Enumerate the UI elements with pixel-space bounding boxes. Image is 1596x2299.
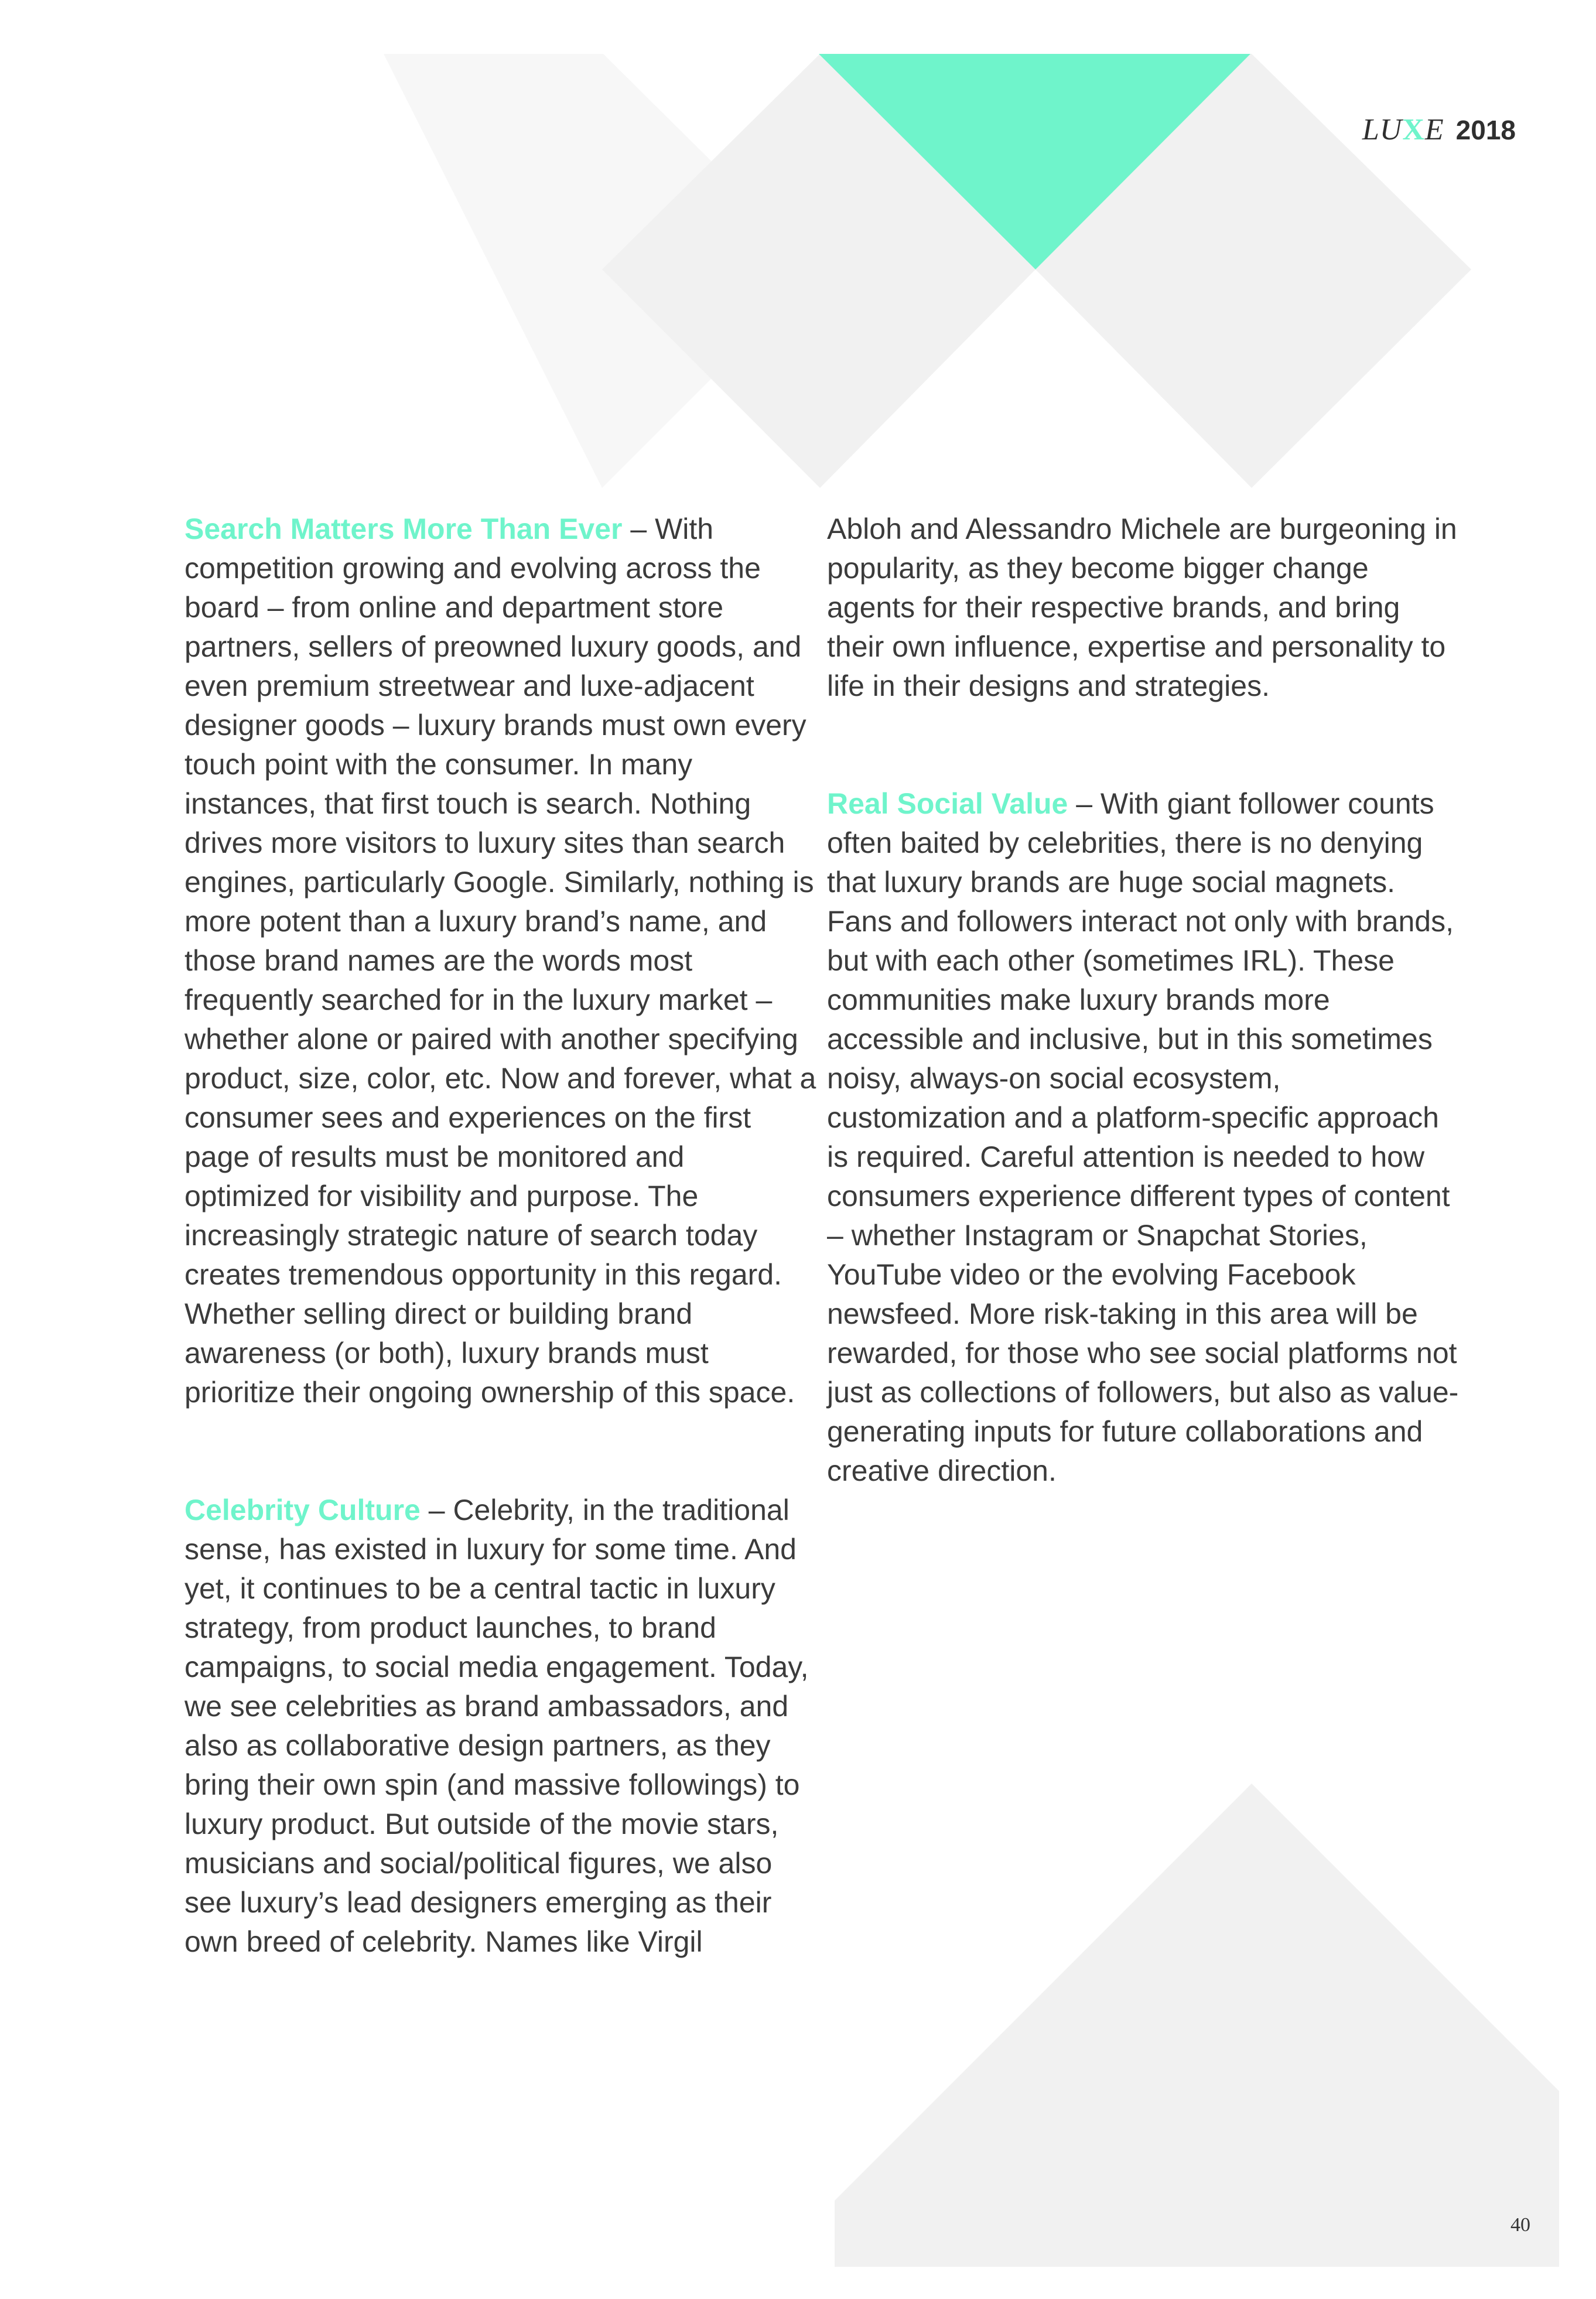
brand-logo xyxy=(1362,112,1444,147)
page-header xyxy=(1362,112,1516,147)
header-year: 2018 xyxy=(1455,115,1516,145)
logo-letter-e: E xyxy=(1424,113,1444,146)
section-social xyxy=(827,784,1460,1491)
section-heading: Celebrity Culture xyxy=(184,1494,421,1526)
section-heading: Search Matters More Than Ever xyxy=(184,513,623,545)
section-spacer xyxy=(827,706,1460,784)
section-spacer xyxy=(184,1412,817,1491)
right-column xyxy=(827,510,1460,1491)
logo-letter-u: U xyxy=(1379,113,1403,146)
logo-letter-l: L xyxy=(1362,113,1380,146)
section-celebrity-continued: Abloh and Alessandro Michele are burgeoning in popularity, as they become bigger change agents for their respective brands, and bring their own influence, expertise and personality to life in their designs and strategies. xyxy=(827,513,1457,702)
page-number: 40 xyxy=(1510,2214,1530,2236)
left-column xyxy=(184,510,817,1962)
logo-letter-x: X xyxy=(1402,113,1425,146)
section-celebrity xyxy=(184,1491,817,1962)
section-body: – Celebrity, in the traditional sense, has existed in luxury for some time. And yet, it continues to be a central tactic in luxury strategy, from product launches, to brand campaigns, to social media engagement. Today, we see celebrities as brand ambassadors, and also as collaborative design partners, as they bring their own spin (and massive followings) to luxury product. But outside of the movie stars, musicians and social/political figures, we also see luxury’s lead designers emerging as their own breed of celebrity. Names like Virgil xyxy=(184,1494,809,1958)
section-search xyxy=(184,510,817,1412)
section-heading: Real Social Value xyxy=(827,787,1068,820)
section-body: – With competition growing and evolving across the board – from online and department store partners, sellers of preowned luxury goods, and even premium streetwear and luxe-adjacent designer goods – luxury brands must own every touch point with the consumer. In many instances, that first touch is search. Nothing drives more visitors to luxury sites than search engines, particularly Google. Similarly, nothing is more potent than a luxury brand’s name, and those brand names are the words most frequently searched for in the luxury market – whether alone or paired with another specifying product, size, color, etc. Now and forever, what a consumer sees and experiences on the first page of results must be monitored and optimized for visibility and purpose. The increasingly strategic nature of search today creates tremendous opportunity in this regard. Whether selling direct or building brand awareness (or both), luxury brands must prioritize their ongoing ownership of this space. xyxy=(184,513,816,1409)
diamond-bottom-right xyxy=(835,1784,1559,2267)
section-body: – With giant follower counts often baited by celebrities, there is no denying that luxury brands are huge social magnets. Fans and followers interact not only with brands, but with each other (sometimes IRL). These communities make luxury brands more accessible and inclusive, but in this sometimes noisy, always-on social ecosystem, customization and a platform-specific approach is required. Careful attention is needed to how consumers experience different types of content – whether Instagram or Snapchat Stories, YouTube video or the evolving Facebook newsfeed. More risk-taking in this area will be rewarded, for those who see social platforms not just as collections of followers, but also as value-generating inputs for future collaborations and creative direction. xyxy=(827,787,1459,1487)
